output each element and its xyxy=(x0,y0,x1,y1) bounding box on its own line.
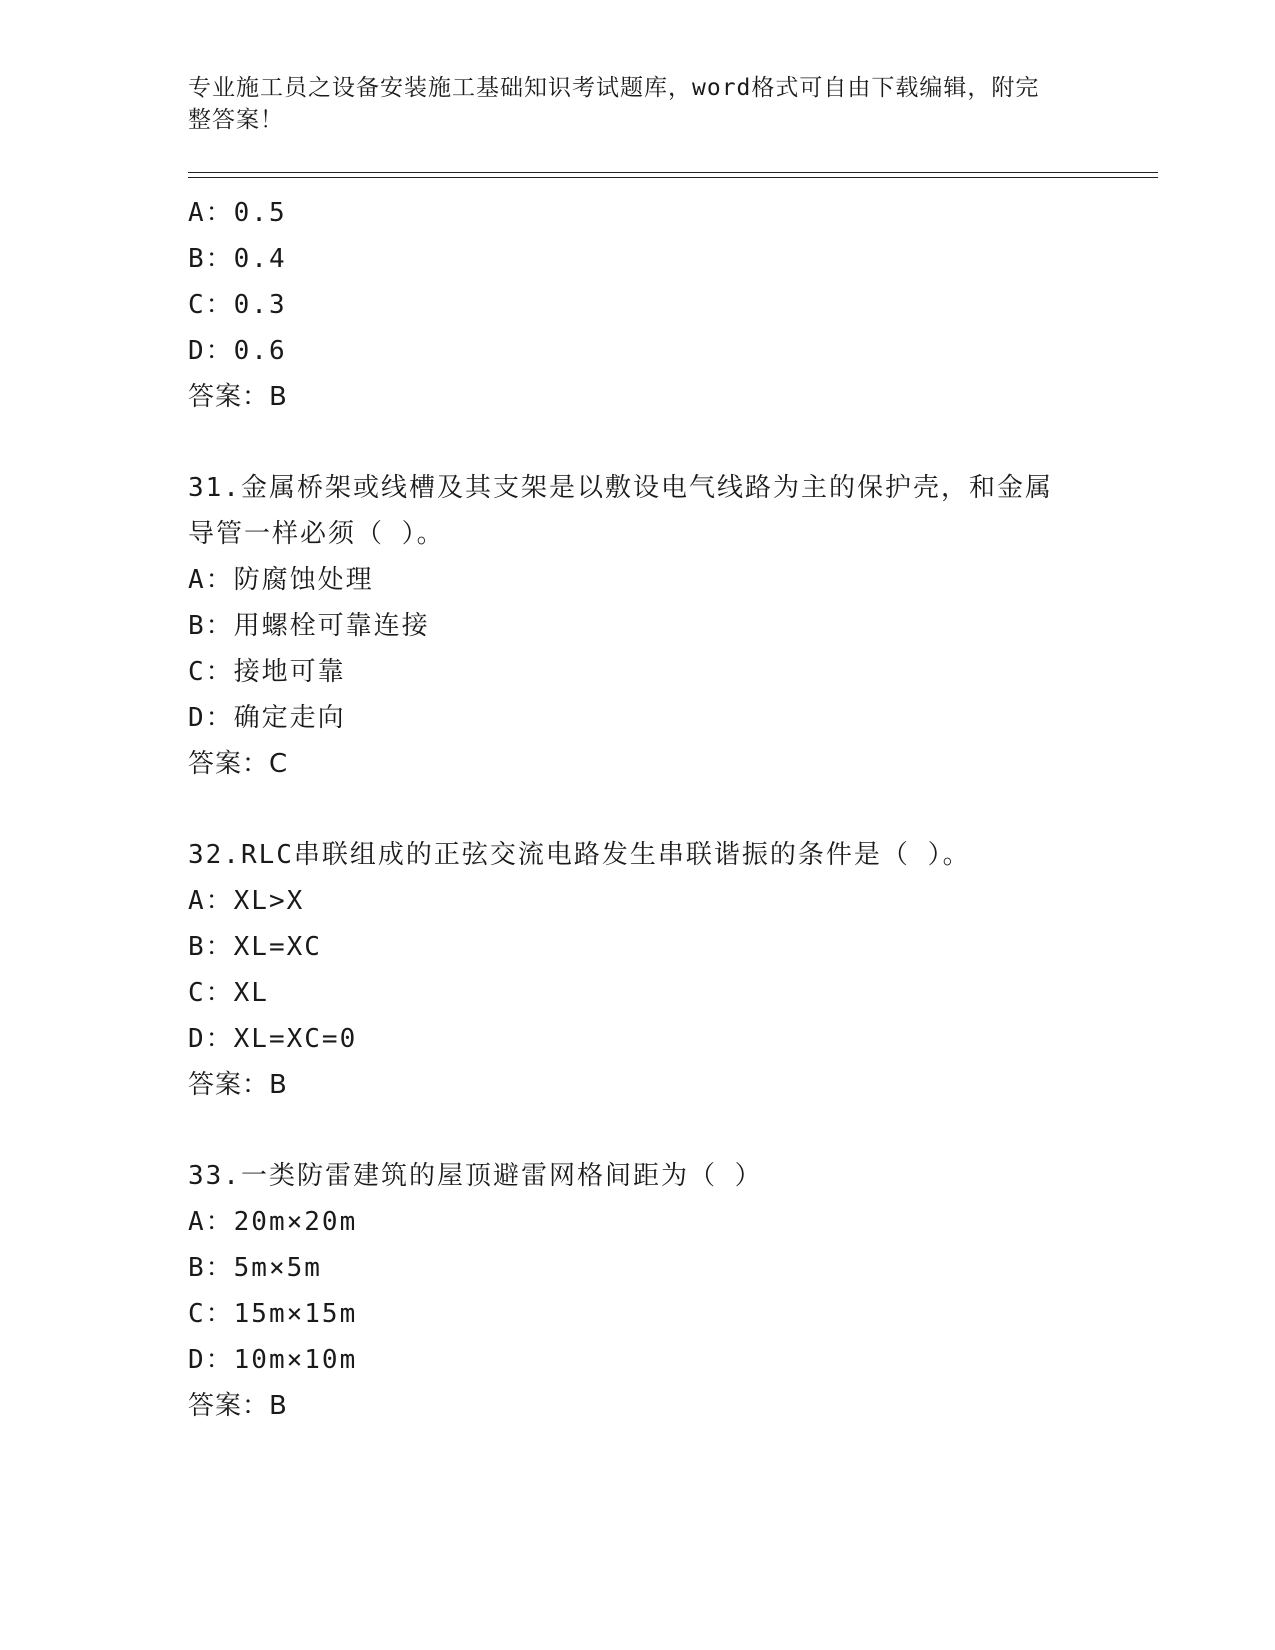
header-line-1: 专业施工员之设备安装施工基础知识考试题库，word格式可自由下载编辑，附完 xyxy=(188,75,1040,101)
document-header xyxy=(188,72,1068,136)
answer-line: 答案：B xyxy=(188,1070,288,1100)
option-b: B：0.4 xyxy=(188,244,287,274)
spacer xyxy=(188,1108,1088,1153)
option-a: A：20m×20m xyxy=(188,1207,358,1237)
option-d: D：10m×10m xyxy=(188,1345,358,1375)
option-b: B：用螺栓可靠连接 xyxy=(188,611,430,641)
answer-line: 答案：B xyxy=(188,1391,288,1421)
option-d: D：确定走向 xyxy=(188,703,346,733)
option-c: C：接地可靠 xyxy=(188,657,346,687)
question-block-33 xyxy=(188,1153,1088,1429)
option-d: D：XL=XC=0 xyxy=(188,1024,358,1054)
question-block-30 xyxy=(188,190,1088,420)
option-a: A：XL>X xyxy=(188,886,305,916)
question-block-31 xyxy=(188,465,1088,787)
answer-line: 答案：B xyxy=(188,382,288,412)
option-c: C：0.3 xyxy=(188,290,287,320)
option-a: A：防腐蚀处理 xyxy=(188,565,374,595)
option-b: B：5m×5m xyxy=(188,1253,322,1283)
header-divider-bottom xyxy=(188,177,1158,178)
option-c: C：XL xyxy=(188,978,269,1008)
question-text-line-1: 32.RLC串联组成的正弦交流电路发生串联谐振的条件是（ ）。 xyxy=(188,840,971,870)
header-line-2: 整答案！ xyxy=(188,107,284,133)
question-block-32 xyxy=(188,832,1088,1108)
header-divider-top xyxy=(188,172,1158,173)
answer-line: 答案：C xyxy=(188,749,289,779)
question-text-line-1: 33.一类防雷建筑的屋顶避雷网格间距为（ ） xyxy=(188,1161,763,1191)
option-c: C：15m×15m xyxy=(188,1299,358,1329)
question-text-line-2: 导管一样必须（ ）。 xyxy=(188,519,445,549)
option-b: B：XL=XC xyxy=(188,932,322,962)
question-text-line-1: 31.金属桥架或线槽及其支架是以敷设电气线路为主的保护壳，和金属 xyxy=(188,473,1053,503)
spacer xyxy=(188,420,1088,465)
option-a: A：0.5 xyxy=(188,198,287,228)
question-list xyxy=(188,190,1088,1429)
spacer xyxy=(188,787,1088,832)
option-d: D：0.6 xyxy=(188,336,287,366)
